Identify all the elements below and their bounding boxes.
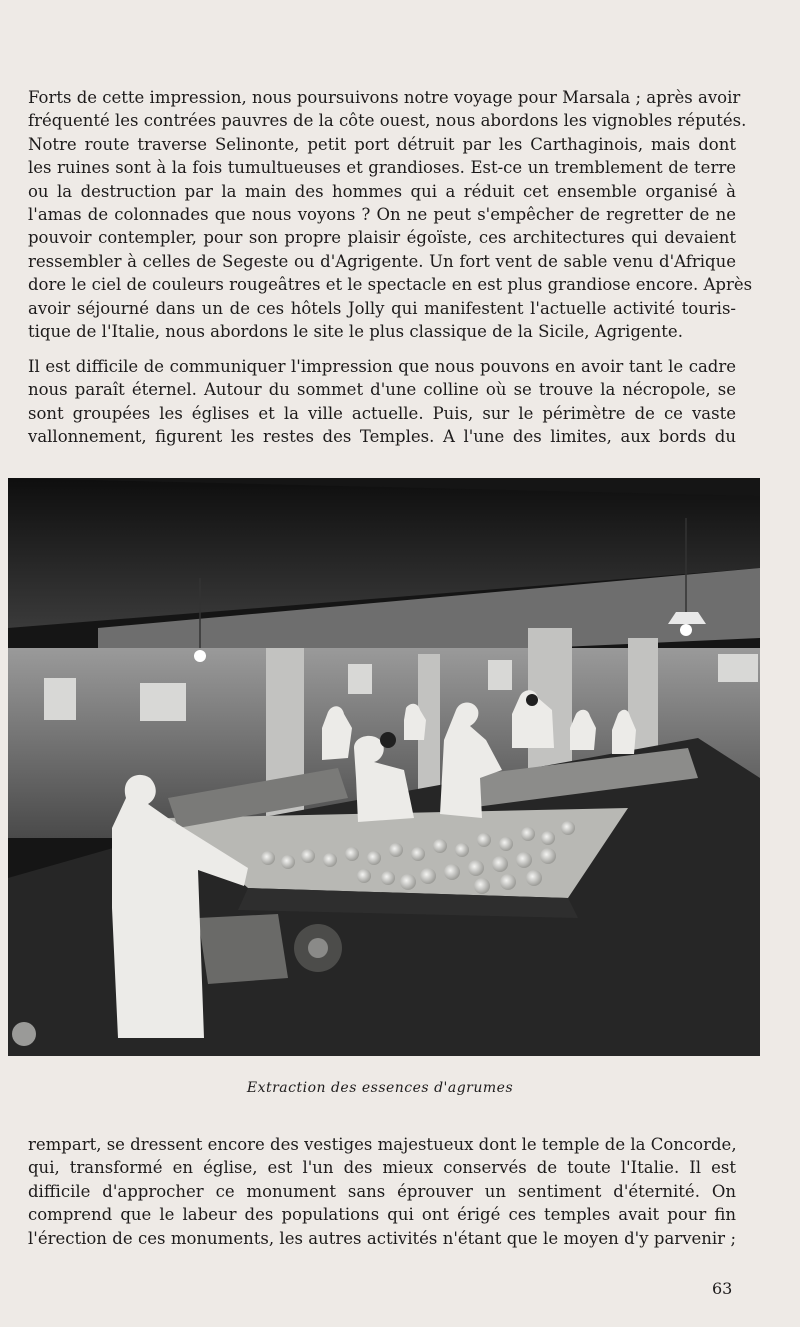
text-line: difficile d'approcher ce monument sans éprouver un sentiment d'éternité. On (28, 1181, 736, 1201)
text-line: les ruines sont à la fois tumultueuses et grandioses. Est-ce un tremblement de terre (28, 158, 736, 178)
text-line: l'érection de ces monuments, les autres activités n'étant que le moyen d'y parvenir ; (28, 1228, 736, 1248)
text-line: ou la destruction par la main des hommes qui a réduit cet ensemble organisé à (28, 181, 736, 201)
text-line: comprend que le labeur des populations qui ont érigé ces temples avait pour fin (28, 1205, 736, 1225)
photo-caption: Extraction des essences d'agrumes (246, 1080, 514, 1096)
page-number: 63 (712, 1279, 733, 1298)
paragraph-agrigente (28, 355, 736, 449)
text-line: sont groupées les églises et la ville actuelle. Puis, sur le périmètre de ce vaste (28, 403, 736, 423)
paragraph-concorde (28, 1133, 736, 1250)
text-line: qui, transformé en église, est l'un des mieux conservés de toute l'Italie. Il est (28, 1158, 736, 1178)
text-line: dore le ciel de couleurs rougeâtres et le spectacle en est plus grandiose encore. Après (28, 275, 753, 295)
factory-photograph (8, 478, 760, 1056)
citrus-factory-image (8, 478, 760, 1056)
text-line: tique de l'Italie, nous abordons le site le plus classique de la Sicile, Agrigente. (28, 322, 683, 342)
text-line: Il est difficile de communiquer l'impression que nous pouvons en avoir tant le cadre (28, 357, 736, 376)
text-line: Notre route traverse Selinonte, petit port détruit par les Carthaginois, mais dont (28, 134, 736, 154)
text-line: Forts de cette impression, nous poursuivons notre voyage pour Marsala ; après avoir (28, 88, 741, 107)
text-line: ressembler à celles de Segeste ou d'Agrigente. Un fort vent de sable venu d'Afrique (28, 251, 736, 271)
paragraph-marsala (28, 86, 753, 343)
text-line: l'amas de colonnades que nous voyons ? On ne peut s'empêcher de regretter de ne (28, 205, 736, 225)
text-line: nous paraît éternel. Autour du sommet d'une colline où se trouve la nécropole, se (28, 380, 736, 400)
text-line: vallonnement, figurent les restes des Temples. A l'une des limites, aux bords du (28, 427, 736, 447)
text-line: avoir séjourné dans un de ces hôtels Jolly qui manifestent l'actuelle activité touris- (28, 298, 736, 318)
text-line: fréquenté les contrées pauvres de la côte ouest, nous abordons les vignobles réputés. (28, 111, 747, 131)
text-line: rempart, se dressent encore des vestiges majestueux dont le temple de la Concorde, (28, 1135, 737, 1154)
text-line: pouvoir contempler, pour son propre plaisir égoïste, ces architectures qui devaient (28, 228, 736, 248)
